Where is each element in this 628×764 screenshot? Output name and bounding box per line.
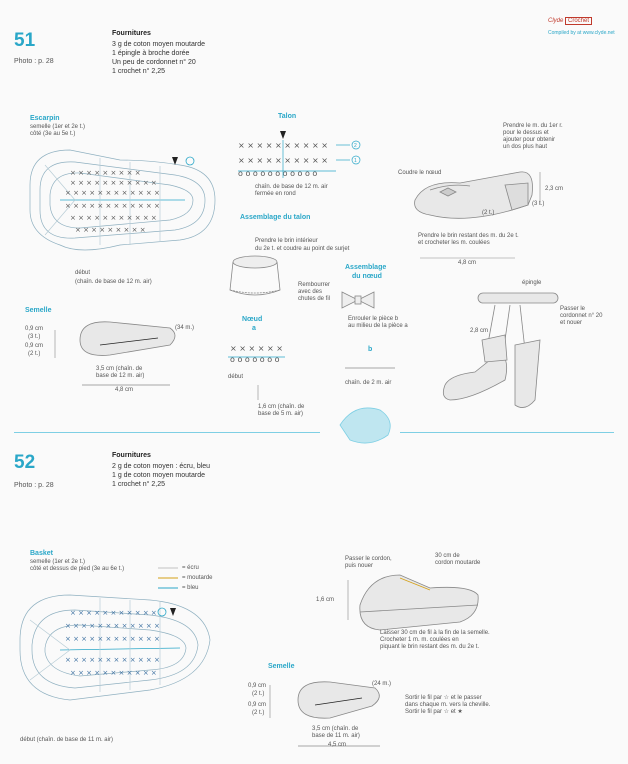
- basket-start: début (chaîn. de base de 11 m. air): [20, 737, 113, 743]
- basket-note2: Crocheter 1 m. m. coulées en: [380, 637, 459, 643]
- noeud-a-label: a: [252, 325, 256, 332]
- svg-text:2: 2: [354, 143, 357, 149]
- noeud-start: début: [228, 374, 244, 380]
- svg-text:1: 1: [354, 158, 357, 164]
- supply-item: 2 g de coton moyen : écru, bleu: [112, 463, 211, 470]
- assemblage-talon-text2: du 2e t. et coudre au point de surjet: [255, 246, 350, 252]
- logo: [548, 18, 592, 24]
- semelle-52-title: Semelle: [268, 663, 295, 670]
- assemblage-noeud-text1: Enrouler le pièce b: [348, 316, 399, 322]
- basket-shoe-drawing: [360, 575, 478, 630]
- fill-text2: avec des: [298, 289, 323, 295]
- pin-length: 2,8 cm: [470, 328, 489, 334]
- semelle-52-t1: (2 t.): [252, 691, 265, 697]
- shoe-note3: ajouter pour obtenir: [503, 137, 556, 143]
- svg-text:× × × × × × × × × ×: × × × × × × × × × ×: [238, 156, 328, 165]
- escarpin-chart: [30, 150, 215, 250]
- svg-text:× × × × × × × × ×: × × × × × × × × ×: [75, 226, 146, 234]
- semelle-52-stitches: (24 m.): [372, 681, 392, 687]
- supply-item: 1 g de coton moyen moutarde: [112, 472, 206, 479]
- shoe-rounds3: (3 t.): [532, 201, 545, 207]
- semelle-52-out2: dans chaque m. vers la cheville.: [405, 702, 491, 708]
- svg-text:× × × × × × × × × × × ×: × × × × × × × × × × × ×: [65, 202, 160, 210]
- pin-shoes-drawing: [443, 293, 558, 408]
- escarpin-title: Escarpin: [30, 115, 60, 122]
- pin-label: épingle: [522, 280, 542, 286]
- assemblage-noeud-text2: au milieu de la pièce a: [348, 323, 408, 329]
- section-divider-right: [400, 432, 614, 433]
- semelle-51-t1: (3 t.): [28, 334, 41, 340]
- shoe-height: 2,3 cm: [545, 186, 564, 192]
- sew-bow-label: Coudre le nœud: [398, 170, 442, 176]
- logo-brand: Clyde: [548, 18, 564, 24]
- logo-badge: Crochet: [565, 17, 592, 25]
- supply-item: Un peu de cordonnet n° 20: [112, 59, 196, 66]
- basket-cord1: 30 cm de: [435, 553, 460, 559]
- svg-text:× × × × × × × × × × × ×: × × × × × × × × × × × ×: [65, 622, 160, 630]
- supply-item: 1 crochet n° 2,25: [112, 481, 165, 488]
- assemblage-talon-text1: Prendre le brin intérieur: [255, 238, 318, 244]
- assemblage-noeud-title1: Assemblage: [345, 264, 387, 271]
- shoe-width: 4,8 cm: [458, 260, 477, 266]
- supplies-list-52: [112, 462, 210, 489]
- semelle-52-chain1: 3,5 cm (chaîn. de: [312, 726, 359, 732]
- basket-height: 1,6 cm: [316, 597, 335, 603]
- assemblage-talon-title: Assemblage du talon: [240, 214, 311, 221]
- semelle-52-out1: Sortir le fil par ☆ et le passer: [405, 695, 482, 701]
- fill-text1: Rembourrer: [298, 282, 331, 288]
- pin-pass2: cordonnet n° 20: [560, 313, 603, 319]
- semelle-52-m2: 0,9 cm: [248, 702, 267, 708]
- noeud-b-label: b: [368, 346, 373, 353]
- noeud-title: Nœud: [242, 316, 263, 323]
- svg-text:× × × × × × × × ×: × × × × × × × × ×: [70, 169, 141, 177]
- semelle-51-m1: 0,9 cm: [25, 326, 44, 332]
- escarpin-sub2: côté (3e au 5e t.): [30, 131, 76, 137]
- assemblage-noeud-title2: du nœud: [352, 273, 382, 280]
- svg-text:× × × × × × × × × × ×: × × × × × × × × × × ×: [70, 179, 157, 187]
- semelle-51-chain2: base de 12 m. air): [96, 373, 145, 379]
- svg-text:× × × × × × × × × × × ×: × × × × × × × × × × × ×: [65, 635, 160, 643]
- svg-text:× × × × × × × × × × ×: × × × × × × × × × × ×: [70, 214, 157, 222]
- supplies-title-52: Fournitures: [112, 452, 151, 459]
- supply-item: 3 g de coton moyen moutarde: [112, 41, 206, 48]
- fill-text3: chutes de fil: [298, 296, 331, 302]
- escarpin-sub1: semelle (1er et 2e t.): [30, 124, 86, 130]
- supplies-title-51: Fournitures: [112, 30, 151, 37]
- supplies-list-51: [112, 40, 205, 76]
- shoe-rounds2: (2 t.): [482, 210, 495, 216]
- basket-cord2: cordon moutarde: [435, 560, 481, 566]
- logo-url: Compiled by at www.clyde.net: [548, 30, 615, 36]
- talon-chain: chaîn. de base de 12 m. air: [255, 184, 328, 190]
- shoe-51-drawing: [415, 172, 533, 218]
- semelle-52-out3: Sortir le fil par ☆ et ★: [405, 709, 463, 715]
- semelle-51-title: Semelle: [25, 307, 52, 314]
- escarpin-start: début: [75, 270, 91, 276]
- basket-note1: Laisser 30 cm de fil à la fin de la semelle.: [380, 630, 490, 636]
- basket-pass2: puis nouer: [345, 563, 374, 569]
- basket-sub1: semelle (1er et 2e t.): [30, 559, 86, 565]
- svg-text:× × × × × × × × × × ×: × × × × × × × × × × ×: [70, 609, 157, 617]
- photo-ref-52: Photo : p. 28: [14, 482, 54, 489]
- noeud-b-chain: chaîn. de 2 m. air: [345, 380, 392, 386]
- semelle-52-chain2: base de 11 m. air): [312, 733, 360, 739]
- svg-text:× × × × × × × × × ×: × × × × × × × × × ×: [238, 141, 328, 150]
- escarpin-start-chain: (chaîn. de base de 12 m. air): [75, 279, 152, 285]
- semelle-51-t2: (2 t.): [28, 351, 41, 357]
- supply-item: 1 épingle à broche dorée: [112, 50, 190, 57]
- svg-text:× × × × × × × × × × × ×: × × × × × × × × × × × ×: [65, 189, 160, 197]
- basket-title: Basket: [30, 550, 53, 557]
- semelle-52-width: 4,5 cm: [328, 742, 347, 748]
- semelle-51-stitches: (34 m.): [175, 325, 195, 331]
- talon-title: Talon: [278, 113, 297, 120]
- key-moutarde: = moutarde: [182, 575, 213, 581]
- basket-sub2: côté et dessus de pied (3e au 6e t.): [30, 566, 125, 572]
- pattern-number-51: 51: [14, 30, 36, 51]
- shoe-note1: Prendre le m. du 1er r.: [503, 123, 563, 129]
- talon-chain-closed: fermée en rond: [255, 191, 296, 197]
- svg-text:× × × × × ×: × × × × × ×: [230, 344, 283, 353]
- semelle-51-m2: 0,9 cm: [25, 343, 44, 349]
- svg-text:o o o o o o o: o o o o o o o: [230, 355, 280, 364]
- key-ecru: = écru: [182, 565, 199, 571]
- heel-drawing: [230, 256, 280, 295]
- shoe-bottom2: et crocheter les m. coulées: [418, 240, 490, 246]
- svg-text:× × × × × × × × × × × ×: × × × × × × × × × × × ×: [65, 656, 160, 664]
- pin-pass3: et nouer: [560, 320, 583, 326]
- semelle-52-t2: (2 t.): [252, 710, 265, 716]
- pin-pass1: Passer le: [560, 306, 586, 312]
- bow-drawing: [342, 292, 374, 308]
- bird-decoration: [340, 408, 390, 443]
- semelle-51-chain1: 3,5 cm (chaîn. de: [96, 366, 143, 372]
- noeud-chain2: base de 5 m. air): [258, 411, 304, 417]
- pattern-number-52: 52: [14, 452, 36, 473]
- shoe-note2: pour le dessus et: [503, 130, 549, 136]
- shoe-note4: un dos plus haut: [503, 144, 548, 150]
- section-divider-left: [14, 432, 320, 433]
- key-bleu: = bleu: [182, 585, 199, 591]
- photo-ref-51: Photo : p. 28: [14, 58, 54, 65]
- svg-text:× × × × × × × × × × ×: × × × × × × × × × × ×: [70, 669, 157, 677]
- svg-text:o o o o o o o o o o o: o o o o o o o o o o o: [238, 169, 318, 178]
- noeud-chain1: 1,6 cm (chaîn. de: [258, 404, 305, 410]
- semelle-51-width: 4,8 cm: [115, 387, 134, 393]
- semelle-52-m1: 0,9 cm: [248, 683, 267, 689]
- basket-pass1: Passer le cordon,: [345, 556, 392, 562]
- basket-note3: piquant le brin restant des m. du 2e t.: [380, 644, 480, 650]
- supply-item: 1 crochet n° 2,25: [112, 68, 165, 75]
- shoe-bottom1: Prendre le brin restant des m. du 2e t.: [418, 233, 519, 239]
